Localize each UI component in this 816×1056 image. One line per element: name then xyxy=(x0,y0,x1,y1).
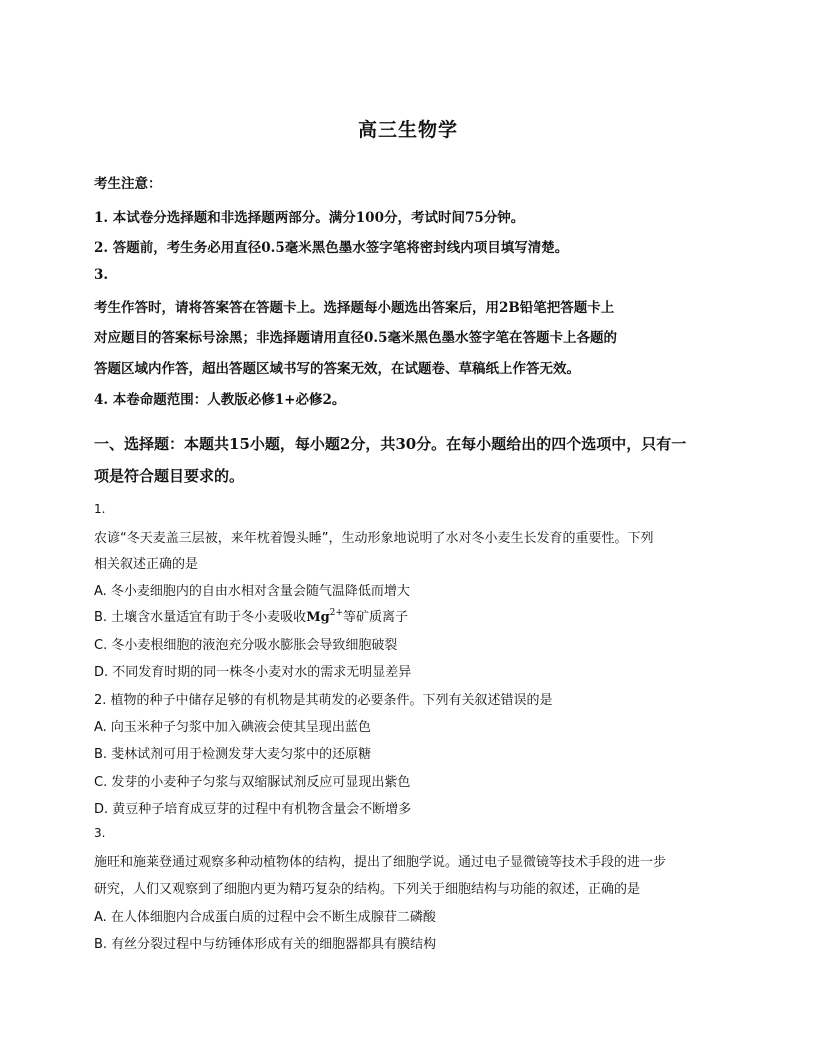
notice-item-3-line: 对应题目的答案标号涂黑；非选择题请用直径0.5毫米黑色墨水签字笔在答题卡上各题的 xyxy=(94,330,617,346)
question-3-stem-cont: 研究，人们又观察到了细胞内更为精巧复杂的结构。下列关于细胞结构与功能的叙述，正确的是 xyxy=(94,882,641,897)
option-b-text-end: 等矿质离子 xyxy=(342,610,408,625)
option-b-text: B. 土壤含水量适宜有助于冬小麦吸收 xyxy=(94,610,307,625)
question-1-number: 1. xyxy=(94,502,106,516)
question-3-number: 3. xyxy=(94,826,106,840)
question-3-option-a: A. 在人体细胞内合成蛋白质的过程中会不断生成腺苷二磷酸 xyxy=(94,910,436,925)
question-2-option-a: A. 向玉米种子匀浆中加入碘液会使其呈现出蓝色 xyxy=(94,720,371,735)
notice-item-2: 2. 答题前，考生务必用直径0.5毫米黑色墨水签字笔将密封线内项目填写清楚。 xyxy=(94,240,569,256)
question-2-option-c: C. 发芽的小麦种子匀浆与双缩脲试剂反应可显现出紫色 xyxy=(94,775,411,790)
question-3-stem: 施旺和施莱登通过观察多种动植物体的结构，提出了细胞学说。通过电子显微镜等技术手段的进一步 xyxy=(94,855,667,870)
question-2-option-b: B. 斐林试剂可用于检测发芽大麦匀浆中的还原糖 xyxy=(94,747,372,762)
question-2-option-d: D. 黄豆种子培育成豆芽的过程中有机物含量会不断增多 xyxy=(94,802,412,817)
question-1-option-b xyxy=(94,606,408,625)
notice-heading: 考生注意： xyxy=(94,176,162,192)
question-1-option-d: D. 不同发育时期的同一株冬小麦对水的需求无明显差异 xyxy=(94,665,412,680)
notice-item-3-line: 考生作答时，请将答案答在答题卡上。选择题每小题选出答案后，用2B铅笔把答题卡上 xyxy=(94,300,615,316)
section-heading: 一、选择题：本题共15小题，每小题2分，共30分。在每小题给出的四个选项中，只有一 xyxy=(94,435,687,453)
notice-item-1: 1. 本试卷分选择题和非选择题两部分。满分100分，考试时间75分钟。 xyxy=(94,210,525,226)
ion-charge: 2+ xyxy=(329,608,343,618)
question-1-option-c: C. 冬小麦根细胞的液泡充分吸水膨胀会导致细胞破裂 xyxy=(94,638,398,653)
notice-item-3-number: 3. xyxy=(94,267,109,283)
question-1-stem: 农谚“冬天麦盖三层被，来年枕着馒头睡”，生动形象地说明了水对冬小麦生长发育的重要性。下列 xyxy=(94,531,654,546)
notice-item-3-line: 答题区域内作答，超出答题区域书写的答案无效，在试题卷、草稿纸上作答无效。 xyxy=(94,361,580,377)
question-3-option-b: B. 有丝分裂过程中与纺锤体形成有关的细胞器都具有膜结构 xyxy=(94,937,437,952)
question-1-stem-cont: 相关叙述正确的是 xyxy=(94,557,199,572)
magnesium-ion xyxy=(306,610,343,625)
notice-item-4: 4. 本卷命题范围：人教版必修1+必修2。 xyxy=(94,392,346,408)
question-1-option-a: A. 冬小麦细胞内的自由水相对含量会随气温降低而增大 xyxy=(94,584,410,599)
section-heading-cont: 项是符合题目要求的。 xyxy=(94,467,245,485)
page-title: 高三生物学 xyxy=(357,119,458,141)
ion-symbol: Mg xyxy=(306,610,330,625)
question-2-stem: 2. 植物的种子中储存足够的有机物是其萌发的必要条件。下列有关叙述错误的是 xyxy=(94,693,553,708)
